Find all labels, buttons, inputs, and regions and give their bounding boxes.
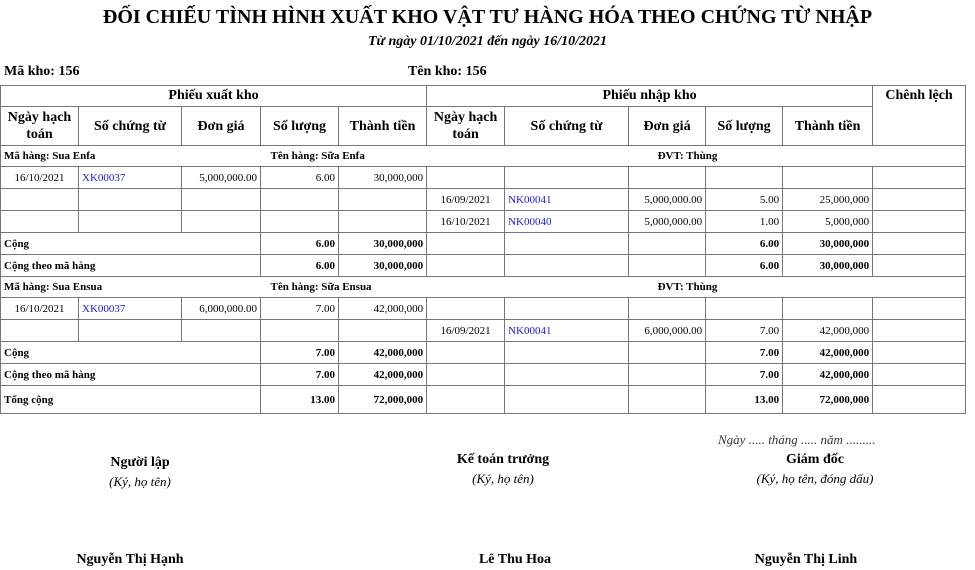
empty-cell xyxy=(1,320,79,342)
grand-total-label: Tổng cộng xyxy=(1,386,261,414)
grand-total-xuat-amount: 72,000,000 xyxy=(339,386,427,414)
empty-cell xyxy=(873,298,966,320)
empty-cell xyxy=(629,364,706,386)
xuat-date-cell: 16/10/2021 xyxy=(1,298,79,320)
empty-cell xyxy=(505,298,629,320)
item-total-xuat-quantity: 7.00 xyxy=(261,364,339,386)
empty-cell xyxy=(182,189,261,211)
xuat-unit-price-cell: 5,000,000.00 xyxy=(182,167,261,189)
subtotal-row xyxy=(1,342,966,364)
signature-director xyxy=(725,452,905,487)
col-header-nhap-thanh-tien: Thành tiền xyxy=(783,107,873,146)
preparer-name: Nguyễn Thị Hạnh xyxy=(76,552,184,567)
report-date-range: Từ ngày 01/10/2021 đến ngày 16/10/2021 xyxy=(368,34,607,49)
col-header-nhap-so-luong: Số lượng xyxy=(706,107,783,146)
empty-cell xyxy=(1,189,79,211)
grand-total-xuat-quantity: 13.00 xyxy=(261,386,339,414)
empty-cell xyxy=(505,255,629,277)
empty-cell xyxy=(783,298,873,320)
empty-cell xyxy=(505,167,629,189)
subtotal-nhap-amount: 30,000,000 xyxy=(783,233,873,255)
nhap-amount-cell: 42,000,000 xyxy=(783,320,873,342)
empty-cell xyxy=(182,320,261,342)
item-total-row xyxy=(1,364,966,386)
empty-cell xyxy=(873,233,966,255)
item-unit: ĐVT: Thùng xyxy=(706,146,966,167)
subtotal-xuat-amount: 30,000,000 xyxy=(339,233,427,255)
item-name: Tên hàng: Sữa Ensua xyxy=(261,277,706,298)
empty-cell xyxy=(873,255,966,277)
empty-cell xyxy=(629,342,706,364)
table-row xyxy=(1,189,966,211)
item-unit: ĐVT: Thùng xyxy=(706,277,966,298)
director-role: Giám đốc xyxy=(786,452,844,467)
empty-cell xyxy=(79,211,182,233)
signature-date-line: Ngày ..... tháng ..... năm ......... xyxy=(718,432,876,447)
nhap-unit-price-cell: 6,000,000.00 xyxy=(629,320,706,342)
empty-cell xyxy=(79,189,182,211)
grand-total-nhap-amount: 72,000,000 xyxy=(783,386,873,414)
nhap-voucher-link[interactable]: NK00041 xyxy=(505,189,629,211)
item-total-nhap-quantity: 6.00 xyxy=(706,255,783,277)
preparer-note: (Ký, họ tên) xyxy=(109,474,171,489)
empty-cell xyxy=(706,298,783,320)
chief-accountant-note: (Ký, họ tên) xyxy=(472,471,534,486)
empty-cell xyxy=(427,298,505,320)
empty-cell xyxy=(182,211,261,233)
group-header-xuat: Phiếu xuất kho xyxy=(1,86,427,107)
nhap-quantity-cell: 1.00 xyxy=(706,211,783,233)
col-header-xuat-don-gia: Đơn giá xyxy=(182,107,261,146)
subtotal-nhap-amount: 42,000,000 xyxy=(783,342,873,364)
nhap-amount-cell: 25,000,000 xyxy=(783,189,873,211)
empty-cell xyxy=(261,189,339,211)
nhap-quantity-cell: 7.00 xyxy=(706,320,783,342)
signature-preparer xyxy=(60,455,220,490)
item-total-xuat-amount: 30,000,000 xyxy=(339,255,427,277)
chief-accountant-role: Kế toán trưởng xyxy=(456,452,550,467)
director-name: Nguyễn Thị Linh xyxy=(754,552,858,567)
empty-cell xyxy=(79,320,182,342)
col-header-xuat-so-luong: Số lượng xyxy=(261,107,339,146)
reconciliation-table xyxy=(0,85,966,414)
subtotal-label: Cộng xyxy=(1,342,261,364)
warehouse-code: Mã kho: 156 xyxy=(4,64,80,79)
chief-accountant-name: Lê Thu Hoa xyxy=(478,552,552,567)
nhap-date-cell: 16/09/2021 xyxy=(427,189,505,211)
subtotal-xuat-amount: 42,000,000 xyxy=(339,342,427,364)
xuat-quantity-cell: 7.00 xyxy=(261,298,339,320)
empty-cell xyxy=(505,364,629,386)
warehouse-name: Tên kho: 156 xyxy=(408,64,487,79)
table-row xyxy=(1,320,966,342)
group-row xyxy=(1,277,966,298)
item-code: Mã hàng: Sua Ensua xyxy=(1,277,261,298)
nhap-unit-price-cell: 5,000,000.00 xyxy=(629,211,706,233)
empty-cell xyxy=(339,189,427,211)
empty-cell xyxy=(873,189,966,211)
empty-cell xyxy=(427,342,505,364)
empty-cell xyxy=(706,167,783,189)
item-name: Tên hàng: Sữa Enfa xyxy=(261,146,706,167)
grand-total-nhap-quantity: 13.00 xyxy=(706,386,783,414)
xuat-unit-price-cell: 6,000,000.00 xyxy=(182,298,261,320)
nhap-unit-price-cell: 5,000,000.00 xyxy=(629,189,706,211)
subtotal-xuat-quantity: 7.00 xyxy=(261,342,339,364)
col-header-xuat-thanh-tien: Thành tiền xyxy=(339,107,427,146)
subtotal-xuat-quantity: 6.00 xyxy=(261,233,339,255)
item-total-label: Cộng theo mã hàng xyxy=(1,364,261,386)
empty-cell xyxy=(873,342,966,364)
xuat-amount-cell: 30,000,000 xyxy=(339,167,427,189)
subtotal-row xyxy=(1,233,966,255)
empty-cell xyxy=(261,320,339,342)
nhap-date-cell: 16/10/2021 xyxy=(427,211,505,233)
item-total-xuat-quantity: 6.00 xyxy=(261,255,339,277)
col-header-nhap-ngay: Ngày hạch toán xyxy=(427,107,505,146)
col-header-chenh-lech: Chênh lệch xyxy=(873,86,966,146)
empty-cell xyxy=(629,167,706,189)
preparer-role: Người lập xyxy=(110,455,170,470)
empty-cell xyxy=(873,386,966,414)
group-row xyxy=(1,146,966,167)
empty-cell xyxy=(339,211,427,233)
empty-cell xyxy=(427,167,505,189)
item-total-xuat-amount: 42,000,000 xyxy=(339,364,427,386)
item-total-label: Cộng theo mã hàng xyxy=(1,255,261,277)
nhap-amount-cell: 5,000,000 xyxy=(783,211,873,233)
empty-cell xyxy=(505,386,629,414)
grand-total-row xyxy=(1,386,966,414)
empty-cell xyxy=(339,320,427,342)
nhap-date-cell: 16/09/2021 xyxy=(427,320,505,342)
empty-cell xyxy=(629,386,706,414)
item-total-nhap-quantity: 7.00 xyxy=(706,364,783,386)
xuat-date-cell: 16/10/2021 xyxy=(1,167,79,189)
xuat-voucher-link[interactable]: XK00037 xyxy=(79,167,182,189)
empty-cell xyxy=(427,364,505,386)
subtotal-nhap-quantity: 7.00 xyxy=(706,342,783,364)
empty-cell xyxy=(427,386,505,414)
col-header-nhap-don-gia: Đơn giá xyxy=(629,107,706,146)
empty-cell xyxy=(783,167,873,189)
nhap-voucher-link[interactable]: NK00041 xyxy=(505,320,629,342)
subtotal-nhap-quantity: 6.00 xyxy=(706,233,783,255)
empty-cell xyxy=(629,233,706,255)
empty-cell xyxy=(427,255,505,277)
xuat-voucher-link[interactable]: XK00037 xyxy=(79,298,182,320)
xuat-amount-cell: 42,000,000 xyxy=(339,298,427,320)
empty-cell xyxy=(261,211,339,233)
xuat-quantity-cell: 6.00 xyxy=(261,167,339,189)
empty-cell xyxy=(505,342,629,364)
empty-cell xyxy=(505,233,629,255)
col-header-xuat-so-ct: Số chứng từ xyxy=(79,107,182,146)
group-header-nhap: Phiếu nhập kho xyxy=(427,86,873,107)
empty-cell xyxy=(629,298,706,320)
nhap-quantity-cell: 5.00 xyxy=(706,189,783,211)
nhap-voucher-link[interactable]: NK00040 xyxy=(505,211,629,233)
empty-cell xyxy=(629,255,706,277)
col-header-nhap-so-ct: Số chứng từ xyxy=(505,107,629,146)
item-total-nhap-amount: 42,000,000 xyxy=(783,364,873,386)
col-header-xuat-ngay: Ngày hạch toán xyxy=(1,107,79,146)
empty-cell xyxy=(427,233,505,255)
director-note: (Ký, họ tên, đóng dấu) xyxy=(756,471,874,486)
item-total-row xyxy=(1,255,966,277)
empty-cell xyxy=(1,211,79,233)
table-row xyxy=(1,167,966,189)
empty-cell xyxy=(873,320,966,342)
empty-cell xyxy=(873,167,966,189)
table-row xyxy=(1,298,966,320)
subtotal-label: Cộng xyxy=(1,233,261,255)
item-total-nhap-amount: 30,000,000 xyxy=(783,255,873,277)
item-code: Mã hàng: Sua Enfa xyxy=(1,146,261,167)
table-row xyxy=(1,211,966,233)
empty-cell xyxy=(873,364,966,386)
signature-chief-accountant xyxy=(423,452,583,487)
empty-cell xyxy=(873,211,966,233)
report-title: ĐỐI CHIẾU TÌNH HÌNH XUẤT KHO VẬT TƯ HÀNG HÓA THEO CHỨNG TỪ NHẬP xyxy=(102,6,873,28)
